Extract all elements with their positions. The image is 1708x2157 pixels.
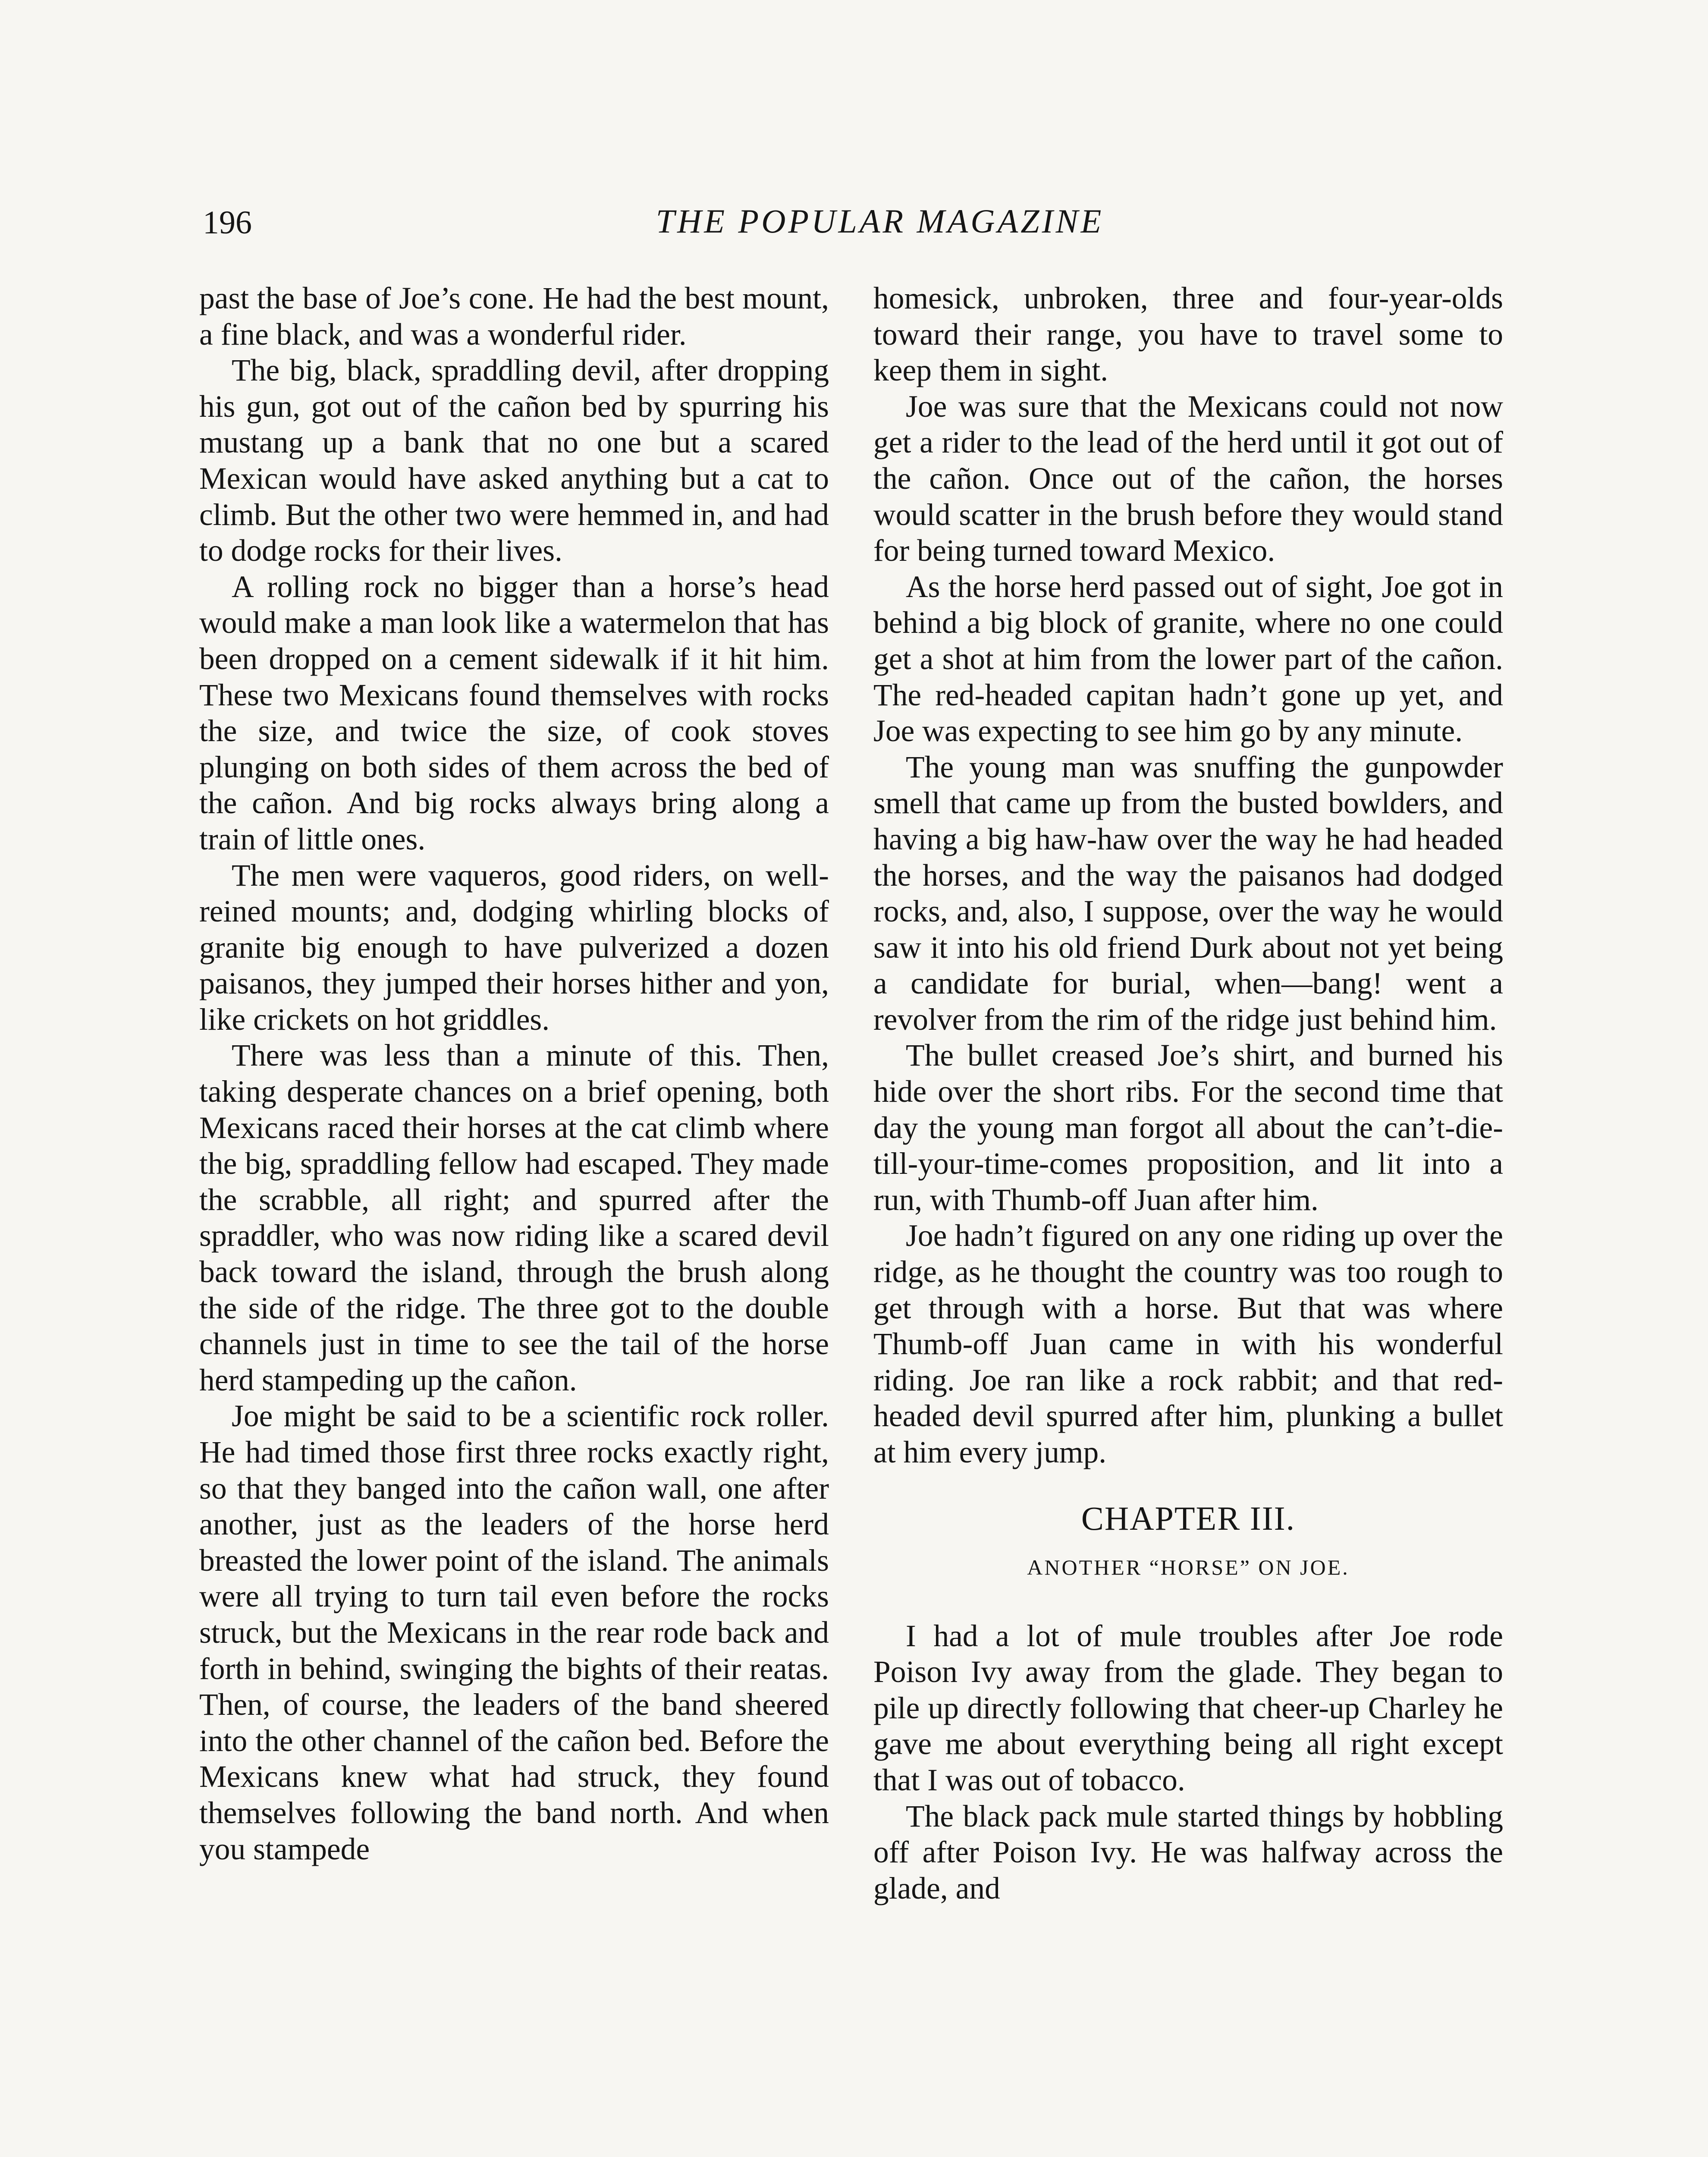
paragraph: The young man was snuffing the gunpowder smell that came up from the busted bowlders, and having a big haw-haw over the way he had headed the horses, and the way the paisanos had dodged rocks, and, also, I suppose, over the way he would saw it into his old friend Durk about not yet being a candidate for burial, when—bang! went a revolver from the rim of the ridge just behind him. xyxy=(873,750,1503,1037)
paragraph: I had a lot of mule troubles after Joe rode Poison Ivy away from the glade. They began to pile up directly following that cheer-up Charley he gave me about everything being all right except that I was out of tobacco. xyxy=(873,1619,1503,1797)
chapter-subtitle: ANOTHER “HORSE” ON JOE. xyxy=(1027,1555,1350,1579)
paragraph: homesick, unbroken, three and four-year-olds toward their range, you have to travel some to keep them in sight. xyxy=(873,281,1503,388)
paragraph: The men were vaqueros, good riders, on well-reined mounts; and, dodging whirling blocks of granite big enough to have pulverized a dozen paisanos, they jumped their horses hither and yon, like crickets on hot griddles. xyxy=(199,858,829,1037)
left-column xyxy=(199,280,829,1867)
paragraph: Joe might be said to be a scientific rock roller. He had timed those first three rocks exactly right, so that they banged into the cañon wall, one after another, just as the leaders of the horse herd breasted the lower point of the island. The animals were all trying to turn tail even before the rocks struck, but the Mexicans in the rear rode back and forth in behind, swinging the bights of their reatas. Then, of course, the leaders of the band sheered into the other channel of the cañon bed. Before the Mexicans knew what had struck, they found themselves following the band north. And when you stampede xyxy=(199,1399,829,1866)
chapter-heading: CHAPTER III. xyxy=(1081,1499,1296,1537)
right-column xyxy=(873,280,1503,1906)
paragraph: Joe was sure that the Mexicans could not now get a rider to the lead of the herd until it got out of the cañon. Once out of the cañon, the horses would scatter in the brush before they would stand for being turned toward Mexico. xyxy=(873,389,1503,568)
paragraph: The black pack mule started things by hobbling off after Poison Ivy. He was halfway across the glade, and xyxy=(873,1799,1503,1905)
paragraph: A rolling rock no bigger than a horse’s head would make a man look like a watermelon that has been dropped on a cement sidewalk if it hit him. These two Mexicans found themselves with rocks the size, and twice the size, of cook stoves plunging on both sides of them across the bed of the cañon. And big rocks always bring along a train of little ones. xyxy=(199,569,829,856)
paragraph: There was less than a minute of this. Then, taking desperate chances on a brief opening, both Mexicans raced their horses at the cat climb where the big, spraddling fellow had escaped. They made the scrabble, all right; and spurred after the spraddler, who was now riding like a scared devil back toward the island, through the brush along the side of the ridge. The three got to the double channels just in time to see the tail of the horse herd stampeding up the cañon. xyxy=(199,1038,829,1397)
paragraph: Joe hadn’t figured on any one riding up over the ridge, as he thought the country was too rough to get through with a horse. But that was where Thumb-off Juan came in with his wonderful riding. Joe ran like a rock rabbit; and that red-headed devil spurred after him, plunking a bullet at him every jump. xyxy=(873,1219,1503,1469)
paragraph: The big, black, spraddling devil, after dropping his gun, got out of the cañon bed by spurring his mustang up a bank that no one but a scared Mexican would have asked anything but a cat to climb. But the other two were hemmed in, and had to dodge rocks for their lives. xyxy=(199,353,829,568)
page-number: 196 xyxy=(203,204,252,241)
running-title: THE POPULAR MAGAZINE xyxy=(656,202,1104,240)
paragraph: The bullet creased Joe’s shirt, and burned his hide over the short ribs. For the second time that day the young man forgot all about the can’t-die-till-your-time-comes proposition, and lit into a run, with Thumb-off Juan after him. xyxy=(873,1038,1503,1217)
paragraph: past the base of Joe’s cone. He had the best mount, a fine black, and was a wonderful rider. xyxy=(199,281,829,352)
paragraph: As the horse herd passed out of sight, Joe got in behind a big block of granite, where no one could get a shot at him from the lower part of the cañon. The red-headed capitan hadn’t gone up yet, and Joe was expecting to see him go by any minute. xyxy=(873,569,1503,748)
